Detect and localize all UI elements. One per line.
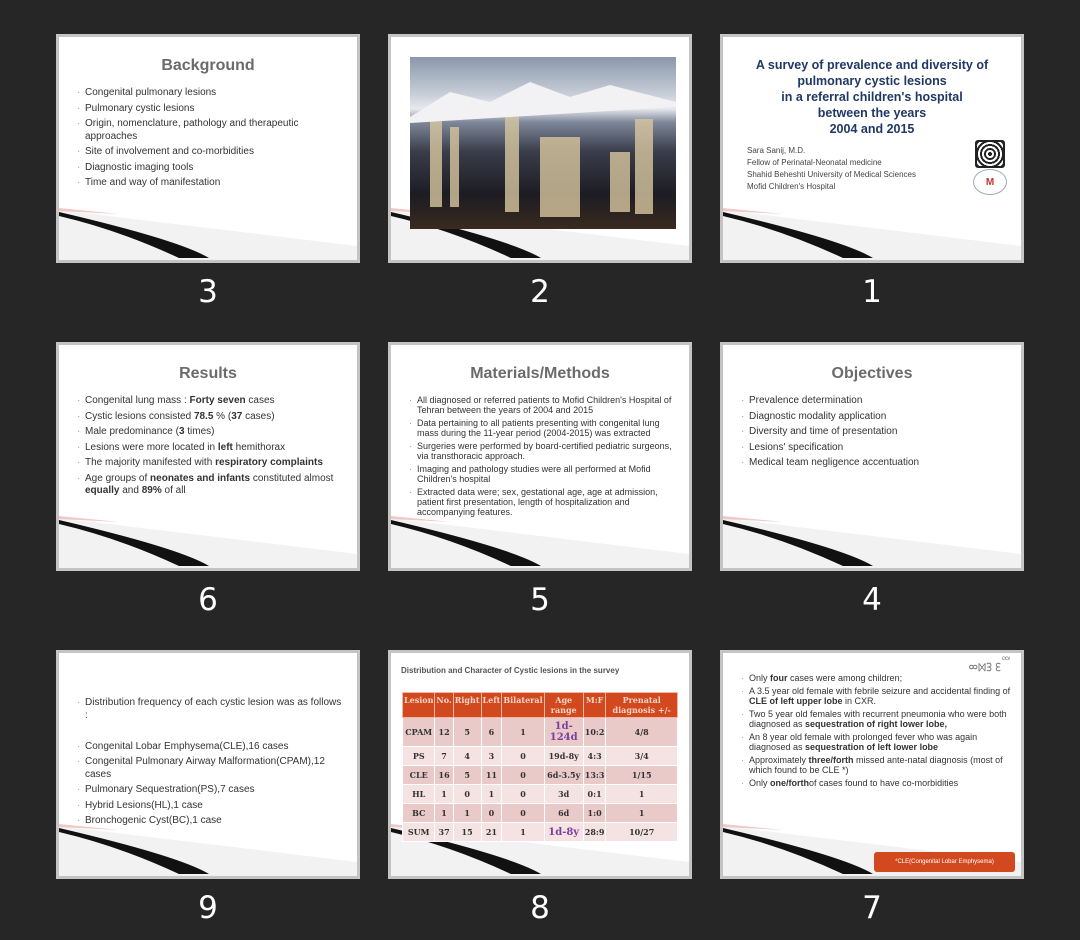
- table-header: Right: [453, 693, 481, 718]
- presentation-title-line: between the years: [817, 106, 927, 120]
- decorative-swoosh: [59, 200, 357, 260]
- slide-title: Objectives: [831, 365, 913, 382]
- bullet-item: [749, 457, 1011, 470]
- text-run: 37: [231, 410, 243, 422]
- table-header: Bilateral: [502, 693, 544, 718]
- table-cell: 37: [435, 823, 453, 842]
- bullet-item: [417, 418, 679, 438]
- bullet-item: [85, 800, 347, 813]
- text-run: Imaging and pathology studies were all performed at Mofid Children's hospital: [417, 464, 651, 484]
- text-run: All diagnosed or referred patients to Mofid Children's Hospital of Tehran between the years of 2004 and 2015: [417, 395, 672, 415]
- text-run: Hybrid Lesions(HL),1 case: [85, 799, 203, 811]
- bullet-list: [59, 395, 357, 498]
- presentation-title-line: A survey of prevalence and diversity of: [755, 58, 989, 72]
- slide-9[interactable]: [56, 650, 360, 879]
- table-cell: 6d-3.5y: [544, 766, 583, 785]
- bullet-item: [85, 815, 347, 828]
- slide-title: Results: [179, 365, 237, 382]
- bullet-item: [749, 709, 1011, 729]
- slide-6[interactable]: [56, 342, 360, 571]
- bullet-item: [85, 756, 347, 781]
- text-run: A 3.5 year old female with febrile seizure and accidental finding of: [749, 686, 1011, 696]
- slide-thumbnail-6[interactable]: [56, 342, 360, 632]
- slide-number: 3: [198, 274, 218, 310]
- slide-thumbnail-7[interactable]: [720, 650, 1024, 940]
- slide-4[interactable]: [720, 342, 1024, 571]
- bullet-list: [59, 697, 357, 828]
- table-cell: BC: [403, 804, 435, 823]
- text-run: Pulmonary Sequestration(PS),7 cases: [85, 784, 255, 795]
- text-run: sequestration of right lower lobe,: [805, 719, 948, 729]
- text-run: Site of involvement and co-morbidities: [85, 146, 254, 157]
- bullet-item: [85, 697, 347, 722]
- text-run: Origin, nomenclature, pathology and therapeutic approaches: [85, 118, 299, 142]
- table-cell: 10:2: [583, 718, 606, 747]
- table-cell: HL: [403, 785, 435, 804]
- table-cell: 1: [502, 718, 544, 747]
- text-run: Only: [749, 778, 771, 788]
- table-cell: 0: [502, 747, 544, 766]
- table-row: [403, 718, 678, 747]
- decorative-swoosh: [59, 508, 357, 568]
- table-cell: 21: [481, 823, 502, 842]
- bullet-item: [749, 778, 1011, 788]
- decorative-swoosh: [723, 508, 1021, 568]
- table-header: Lesion: [403, 693, 435, 718]
- table-cell: 1/15: [606, 766, 678, 785]
- text-run: sequestration of left lower lobe: [805, 742, 939, 752]
- bullet-item: [85, 162, 347, 175]
- text-run: Lesions' specification: [749, 441, 844, 453]
- table-cell: 5: [453, 718, 481, 747]
- bullet-item: [749, 755, 1011, 775]
- text-run: The majority manifested with: [85, 457, 216, 468]
- table-header: No.: [435, 693, 453, 718]
- table-cell: 3/4: [606, 747, 678, 766]
- table-cell: 13:3: [583, 766, 606, 785]
- bullet-item: [85, 118, 347, 143]
- text-run: % (: [213, 410, 232, 422]
- table-row: [403, 747, 678, 766]
- bullet-item: [85, 426, 347, 439]
- text-run: Congenital lung mass :: [85, 395, 190, 406]
- slide-1[interactable]: [720, 34, 1024, 263]
- text-run: Cystic lesions consisted: [85, 410, 194, 422]
- bullet-item: [85, 146, 347, 159]
- table-cell: 1: [453, 804, 481, 823]
- text-run: Congenital Lobar Emphysema(CLE),16 cases: [85, 740, 289, 752]
- text-run: four: [770, 673, 788, 683]
- bullet-item: [749, 442, 1011, 455]
- slide-thumbnail-3[interactable]: [56, 34, 360, 324]
- text-run: Prevalence determination: [749, 395, 863, 406]
- text-run: Diagnostic modality application: [749, 410, 887, 422]
- table-cell: 4: [453, 747, 481, 766]
- text-run: missed ante-natal diagnosis (most of which found to be CLE *): [749, 755, 1003, 775]
- table-cell: 1: [435, 785, 453, 804]
- table-cell: 3d: [544, 785, 583, 804]
- text-run: one/forth: [770, 778, 810, 788]
- text-run: Distribution frequency of each cystic lesion was as follows :: [85, 697, 342, 721]
- slide-thumbnail-5[interactable]: [388, 342, 692, 632]
- bullet-item: [85, 177, 347, 190]
- text-run: CLE of left upper lobe: [749, 696, 843, 706]
- text-run: Age groups of: [85, 472, 151, 484]
- table-cell: 1: [502, 823, 544, 842]
- table-row: [403, 785, 678, 804]
- bullet-item: [749, 686, 1011, 706]
- bullet-item: [749, 732, 1011, 752]
- table-cell: 12: [435, 718, 453, 747]
- table-row: [403, 823, 678, 842]
- author-line: Shahid Beheshti University of Medical Sciences: [747, 170, 916, 179]
- bullet-item: [85, 473, 347, 498]
- author-line: Fellow of Perinatal-Neonatal medicine: [747, 158, 882, 167]
- bullet-item: [417, 395, 679, 415]
- slide-number: 5: [530, 582, 550, 618]
- table-cell: 6: [481, 718, 502, 747]
- bullet-item: [749, 411, 1011, 424]
- table-cell: 4:3: [583, 747, 606, 766]
- table-cell: SUM: [403, 823, 435, 842]
- table-row: [403, 766, 678, 785]
- bullet-item: [749, 426, 1011, 439]
- bullet-item: [85, 442, 347, 455]
- slide-number: 9: [198, 890, 218, 926]
- university-logo: [975, 140, 1005, 168]
- slide-number: 2: [530, 274, 550, 310]
- text-run: hemithorax: [232, 441, 286, 453]
- text-run: of cases found to have co-morbidities: [809, 778, 959, 788]
- bullet-item: [85, 103, 347, 116]
- slide-number: 8: [530, 890, 550, 926]
- text-run: 3: [178, 426, 185, 437]
- text-run: Congenital pulmonary lesions: [85, 87, 217, 98]
- text-run: in CXR.: [842, 696, 877, 706]
- table-cell: 28:9: [583, 823, 606, 842]
- table-header: M:F: [583, 693, 606, 718]
- bullet-item: [85, 457, 347, 470]
- slide-title: Distribution and Character of Cystic lesions in the survey: [401, 666, 620, 675]
- text-run: Time and way of manifestation: [85, 177, 221, 188]
- bullet-list: [723, 673, 1021, 788]
- bullet-item: [417, 464, 679, 484]
- text-run: Bronchogenic Cyst(BC),1 case: [85, 815, 222, 826]
- bullet-item: [85, 395, 347, 408]
- slide-thumbnail-4[interactable]: [720, 342, 1024, 632]
- text-run: three/forth: [808, 755, 854, 765]
- text-run: times): [184, 426, 215, 437]
- text-run: Only: [749, 673, 771, 683]
- slide-8[interactable]: [388, 650, 692, 879]
- table-cell: 0: [453, 785, 481, 804]
- table-cell: 19d-8y: [544, 747, 583, 766]
- table-row: [403, 804, 678, 823]
- table-cell: 4/8: [606, 718, 678, 747]
- slide-7[interactable]: [720, 650, 1024, 879]
- text-run: Lesions were more located in: [85, 441, 218, 453]
- presentation-title-line: pulmonary cystic lesions: [797, 74, 947, 88]
- presentation-title-line: 2004 and 2015: [829, 122, 915, 136]
- text-run: Two 5 year old females with recurrent pneumonia who were both diagnosed as: [749, 709, 1007, 729]
- slide-number: 1: [862, 274, 882, 310]
- table-cell: 0:1: [583, 785, 606, 804]
- text-run: equally: [85, 485, 120, 496]
- footnote-box: *CLE(Congenital Lobar Emphysema): [874, 852, 1015, 872]
- text-run: An 8 year old female with prolonged fever who was again diagnosed as: [749, 732, 978, 752]
- hospital-logo: M: [973, 169, 1007, 195]
- table-cell: 1:0: [583, 804, 606, 823]
- slide-thumbnail-9[interactable]: [56, 650, 360, 940]
- text-run: Surgeries were performed by board-certified pediatric surgeons, via transthoracic approach.: [417, 441, 672, 461]
- text-run: cases were among children;: [787, 673, 903, 683]
- bullet-item: [749, 395, 1011, 408]
- lesion-table: [402, 692, 678, 842]
- slide-thumbnail-1[interactable]: [720, 34, 1024, 324]
- decorative-script-heading: ᢁᢂᢃ ᢄᢅ: [968, 661, 1001, 675]
- text-run: Approximately: [749, 755, 809, 765]
- bullet-item: [85, 87, 347, 100]
- text-run: Diagnostic imaging tools: [85, 161, 194, 173]
- table-cell: 1: [606, 785, 678, 804]
- table-cell: PS: [403, 747, 435, 766]
- author-line: Mofid Children's Hospital: [747, 182, 836, 191]
- table-cell: 1: [481, 785, 502, 804]
- slide-number: 6: [198, 582, 218, 618]
- table-cell: 10/27: [606, 823, 678, 842]
- author-line: Sara Sanij, M.D.: [747, 146, 806, 155]
- slide-thumbnail-8[interactable]: [388, 650, 692, 940]
- decorative-swoosh: [391, 508, 689, 568]
- text-run: Forty seven: [189, 395, 246, 406]
- bullet-list: [59, 87, 357, 190]
- slide-number: 4: [862, 582, 882, 618]
- city-skyline-photo: [410, 57, 676, 229]
- bullet-item: [85, 741, 347, 754]
- text-run: cases): [242, 410, 275, 422]
- bullet-item: [417, 487, 679, 517]
- text-run: 78.5: [193, 410, 214, 422]
- slide-thumbnail-2[interactable]: [388, 34, 692, 324]
- bullet-item: [85, 411, 347, 424]
- text-run: Data pertaining to all patients presenting with congenital lung mass during the 11-year period (2004-2015) was extracted: [417, 418, 660, 438]
- table-header: Prenatal diagnosis +/-: [606, 693, 678, 718]
- bullet-item: [417, 441, 679, 461]
- text-run: respiratory complaints: [215, 457, 323, 468]
- table-cell: CPAM: [403, 718, 435, 747]
- slide-title: Background: [161, 57, 255, 74]
- text-run: Extracted data were; sex, gestational age, age at admission, patient first presentation, length of hospitalization and accompanying features.: [417, 487, 658, 517]
- text-run: Male predominance (: [85, 426, 179, 437]
- decorative-swoosh: [723, 200, 1021, 260]
- bullet-list: [723, 395, 1021, 470]
- table-cell: 1d-8y: [544, 823, 583, 842]
- table-cell: 7: [435, 747, 453, 766]
- table-cell: 16: [435, 766, 453, 785]
- text-run: 89%: [141, 485, 162, 496]
- slide-3[interactable]: [56, 34, 360, 263]
- slide-5[interactable]: [388, 342, 692, 571]
- table-cell: 15: [453, 823, 481, 842]
- presentation-title-line: in a referral children's hospital: [781, 90, 963, 104]
- table-cell: 1d-124d: [544, 718, 583, 747]
- text-run: Medical team negligence accentuation: [749, 457, 920, 468]
- text-run: Diversity and time of presentation: [749, 426, 898, 437]
- text-run: cases: [245, 395, 275, 406]
- slide-2[interactable]: [388, 34, 692, 263]
- text-run: neonates and infants: [150, 472, 251, 484]
- slide-title: Materials/Methods: [470, 365, 610, 382]
- table-cell: 0: [502, 785, 544, 804]
- table-cell: 1: [435, 804, 453, 823]
- text-run: Pulmonary cystic lesions: [85, 102, 195, 114]
- table-cell: 6d: [544, 804, 583, 823]
- text-run: left: [217, 441, 233, 453]
- table-cell: 0: [502, 804, 544, 823]
- table-cell: CLE: [403, 766, 435, 785]
- text-run: Congenital Pulmonary Airway Malformation(CPAM),12 cases: [85, 756, 325, 780]
- table-cell: 0: [481, 804, 502, 823]
- text-run: and: [119, 485, 142, 496]
- table-header: Left: [481, 693, 502, 718]
- table-header: Age range: [544, 693, 583, 718]
- bullet-item: [85, 784, 347, 797]
- text-run: of all: [161, 485, 186, 496]
- table-cell: 5: [453, 766, 481, 785]
- table-cell: 3: [481, 747, 502, 766]
- slide-number: 7: [862, 890, 882, 926]
- bullet-list: [391, 395, 689, 517]
- text-run: constituted almost: [250, 472, 334, 484]
- table-cell: 0: [502, 766, 544, 785]
- table-cell: 11: [481, 766, 502, 785]
- table-cell: 1: [606, 804, 678, 823]
